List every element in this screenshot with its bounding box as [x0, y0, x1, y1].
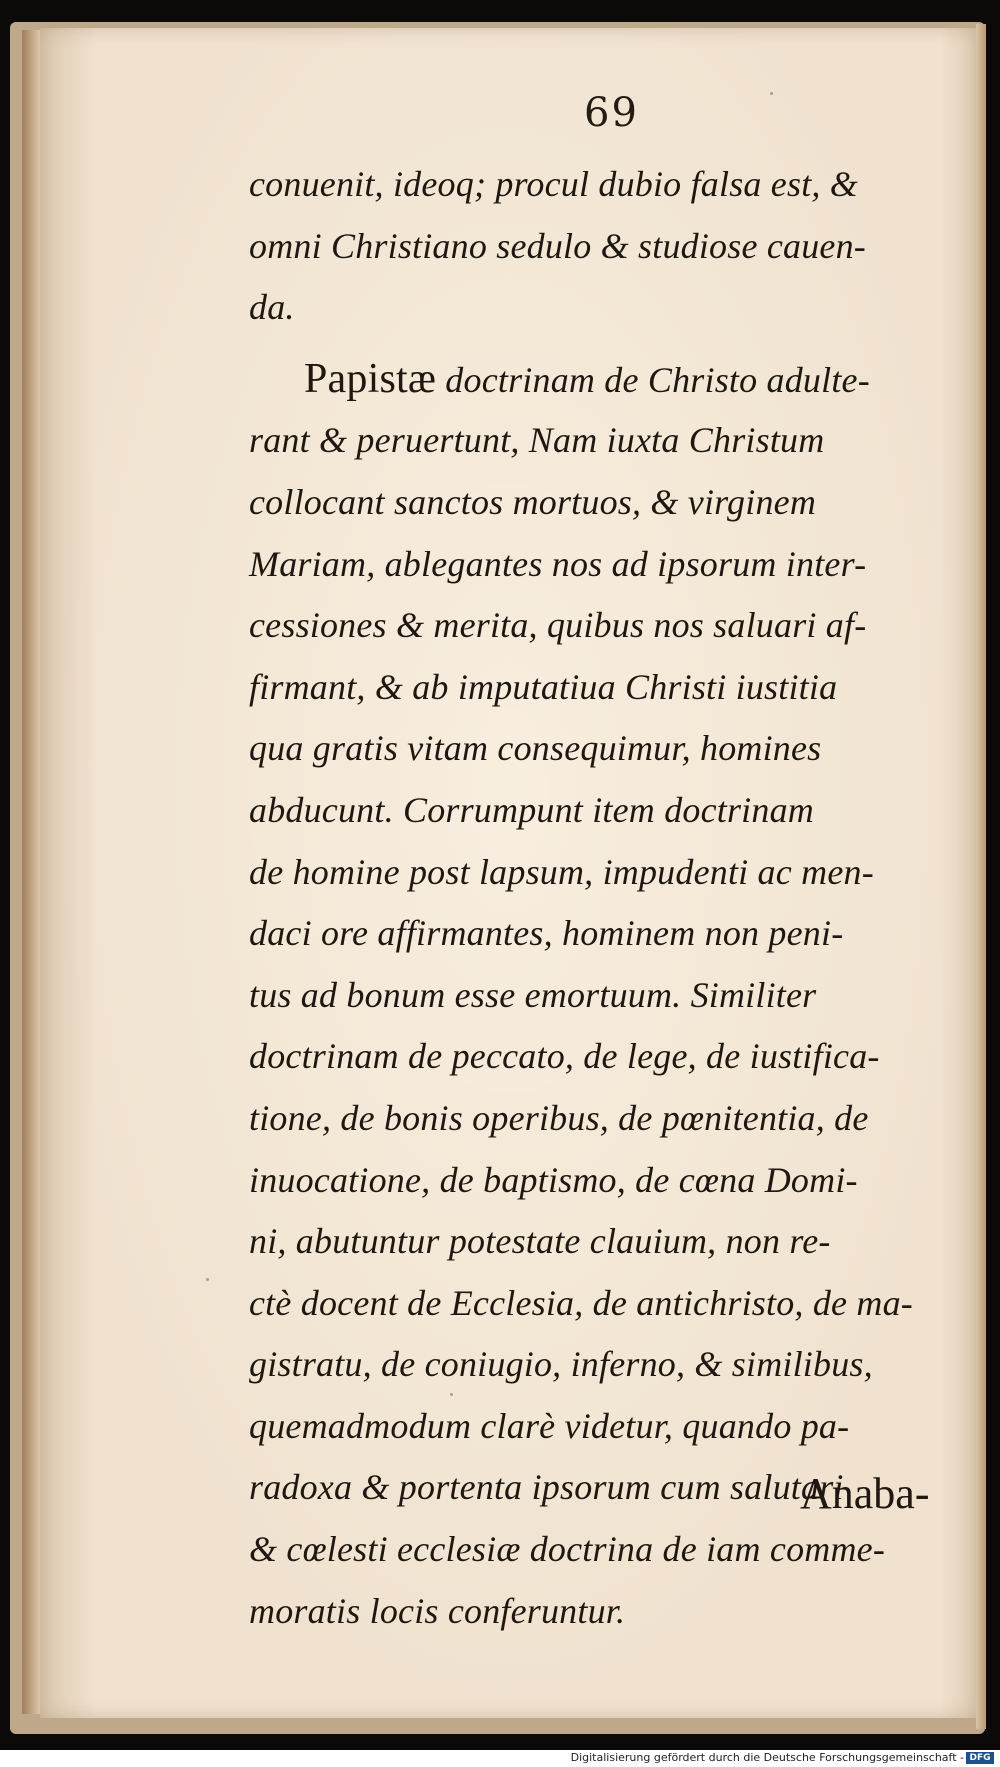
- text-line: omni Christiano sedulo & studiose cauen-: [249, 225, 866, 266]
- first-word: Papistæ: [304, 355, 437, 402]
- page-right-edge: [976, 24, 986, 1729]
- text-line: & cœlesti ecclesiæ doctrina de iam comme-: [249, 1529, 886, 1570]
- paper-fleck: [770, 92, 773, 95]
- catchword: Anaba-: [800, 1469, 930, 1518]
- text-line: firmant, & ab imputatiua Christi iustitia: [249, 666, 838, 707]
- paragraph-1: [249, 154, 959, 339]
- text-line: tus ad bonum esse emortuum. Similiter: [249, 974, 817, 1015]
- text-line: collocant sanctos mortuos, & virginem: [249, 481, 817, 522]
- page-binding-edge: [22, 30, 42, 1714]
- text-line: inuocatione, de baptismo, de cœna Domi-: [249, 1159, 858, 1200]
- text-line: da.: [249, 287, 295, 328]
- paragraph-2: [249, 349, 959, 1642]
- digitization-credit: Digitalisierung gefördert durch die Deutsche Forschungsgemeinschaft -: [570, 1751, 964, 1764]
- text-line: radoxa & portenta ipsorum cum salutari: [249, 1467, 844, 1508]
- text-line: cessiones & merita, quibus nos saluari af-: [249, 605, 867, 646]
- text-line-first: [249, 349, 959, 411]
- text-line: de homine post lapsum, impudenti ac men-: [249, 851, 874, 892]
- dfg-logo: DFG: [966, 1752, 994, 1764]
- text-line: ni, abutuntur potestate clauium, non re-: [249, 1221, 831, 1262]
- text-line: conuenit, ideoq; procul dubio falsa est, &: [249, 164, 858, 204]
- text-line: moratis locis conferuntur.: [249, 1590, 626, 1631]
- text-line: qua gratis vitam consequimur, homines: [249, 728, 822, 769]
- text-line: tione, de bonis operibus, de pœnitentia, de: [249, 1097, 869, 1138]
- text-line: abducunt. Corrumpunt item doctrinam: [249, 789, 814, 830]
- text-line: rant & peruertunt, Nam iuxta Christum: [249, 420, 825, 461]
- text-line: daci ore affirmantes, hominem non peni-: [249, 913, 844, 954]
- text-line: ctè docent de Ecclesia, de antichristo, de ma-: [249, 1282, 913, 1323]
- text-line: gistratu, de coniugio, inferno, & similibus,: [249, 1344, 873, 1385]
- text-line-rest: doctrinam de Christo adulte-: [436, 359, 870, 400]
- text-line: quemadmodum clarè videtur, quando pa-: [249, 1405, 850, 1446]
- paper-fleck: [206, 1278, 209, 1281]
- page-number: 69: [584, 90, 639, 136]
- text-line: Mariam, ablegantes nos ad ipsorum inter-: [249, 543, 867, 584]
- body-text: [249, 154, 959, 1642]
- text-line: doctrinam de peccato, de lege, de iustifica-: [249, 1036, 880, 1077]
